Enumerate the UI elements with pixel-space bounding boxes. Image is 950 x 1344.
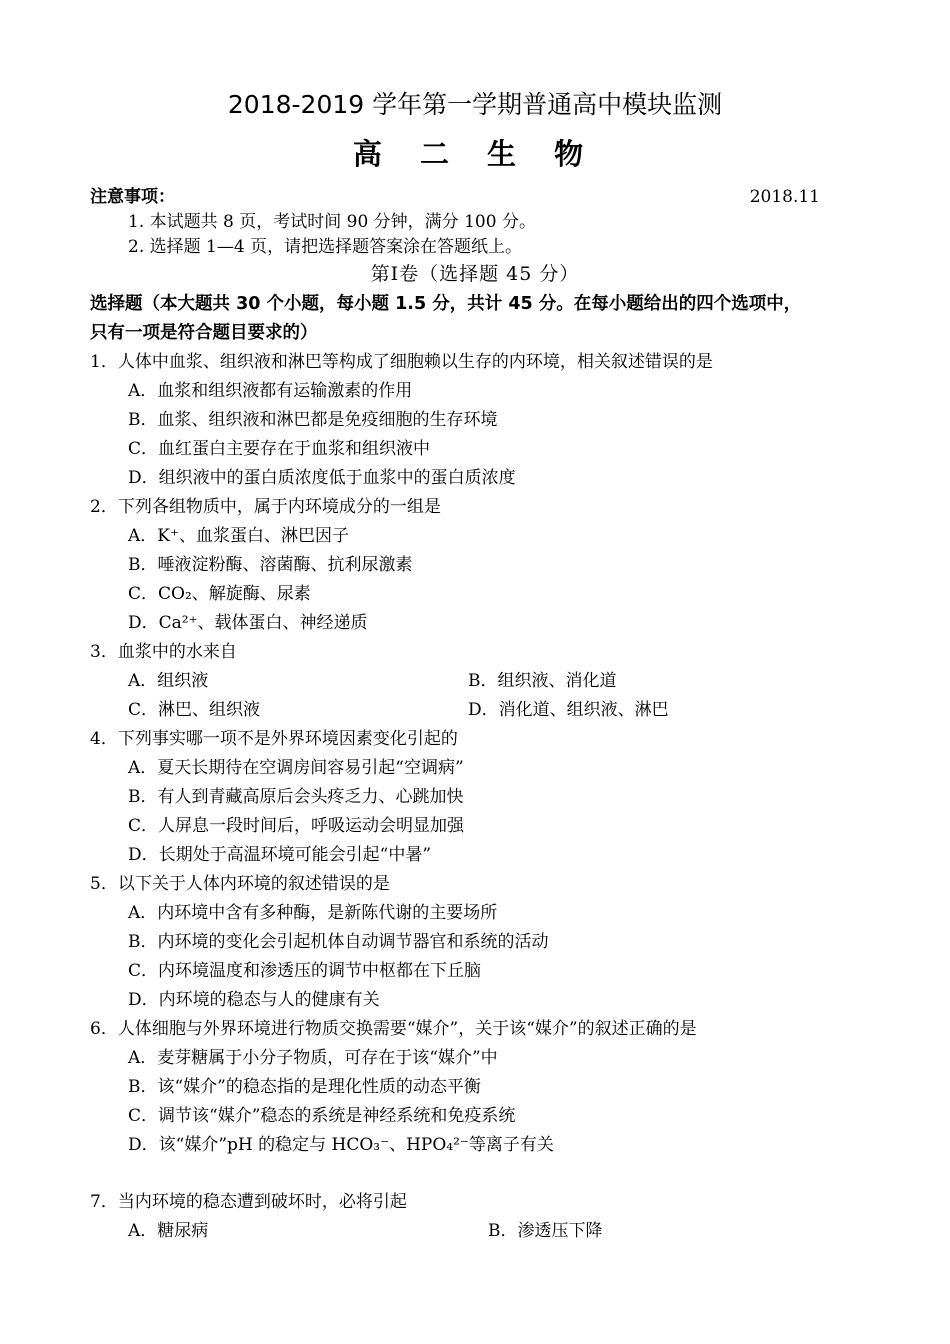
option-a: A．夏天长期待在空调房间容易引起“空调病”	[128, 758, 464, 778]
question-stem: 6．人体细胞与外界环境进行物质交换需要“媒介”，关于该“媒介”的叙述正确的是	[90, 1019, 697, 1039]
section-instruction: 选择题（本大题共 30 个小题，每小题 1.5 分，共计 45 分。在每小题给出的四个选项中，	[90, 294, 802, 314]
question-stem: 3．血浆中的水来自	[90, 642, 237, 662]
option-d: D．消化道、组织液、淋巴	[468, 700, 669, 720]
option-c: C．内环境温度和渗透压的调节中枢都在下丘脑	[128, 961, 482, 981]
option-b: B．有人到青藏高原后会头疼乏力、心跳加快	[128, 787, 464, 807]
option-a: A．内环境中含有多种酶，是新陈代谢的主要场所	[128, 903, 498, 923]
option-a: A．K⁺、血浆蛋白、淋巴因子	[128, 526, 349, 546]
notice-item: 1. 本试题共 8 页，考试时间 90 分钟，满分 100 分。	[128, 212, 536, 232]
question-stem: 4．下列事实哪一项不是外界环境因素变化引起的	[90, 729, 458, 749]
option-c: C．淋巴、组织液	[128, 700, 261, 720]
option-a: A．组织液	[128, 671, 209, 691]
option-b: B．组织液、消化道	[468, 671, 617, 691]
option-a: A．糖尿病	[128, 1221, 209, 1241]
notice-item: 2. 选择题 1—4 页，请把选择题答案涂在答题纸上。	[128, 237, 523, 257]
option-d: D．Ca²⁺、载体蛋白、神经递质	[128, 613, 368, 633]
question-stem: 5．以下关于人体内环境的叙述错误的是	[90, 874, 390, 894]
option-d: D．长期处于高温环境可能会引起“中暑”	[128, 845, 432, 865]
option-b: B．该“媒介”的稳态指的是理化性质的动态平衡	[128, 1077, 481, 1097]
option-b: B．血浆、组织液和淋巴都是免疫细胞的生存环境	[128, 410, 498, 430]
section-instruction: 只有一项是符合题目要求的）	[90, 323, 318, 343]
option-d: D．组织液中的蛋白质浓度低于血浆中的蛋白质浓度	[128, 468, 516, 488]
option-c: C．血红蛋白主要存在于血浆和组织液中	[128, 439, 431, 459]
exam-date: 2018.11	[749, 187, 820, 207]
question-stem: 1．人体中血浆、组织液和淋巴等构成了细胞赖以生存的内环境，相关叙述错误的是	[90, 352, 713, 372]
option-a: A．血浆和组织液都有运输激素的作用	[128, 381, 413, 401]
subject-title: 高 二 生 物	[352, 137, 598, 171]
option-a: A．麦芽糖属于小分子物质，可存在于该“媒介”中	[128, 1048, 498, 1068]
section-title: 第Ⅰ卷（选择题 45 分）	[370, 263, 580, 285]
option-c: C．人屏息一段时间后，呼吸运动会明显加强	[128, 816, 465, 836]
option-b: B．唾液淀粉酶、溶菌酶、抗利尿激素	[128, 555, 413, 575]
option-d: D．该“媒介”pH 的稳定与 HCO₃⁻、HPO₄²⁻等离子有关	[128, 1135, 554, 1155]
option-b: B．内环境的变化会引起机体自动调节器官和系统的活动	[128, 932, 549, 952]
option-b: B．渗透压下降	[488, 1221, 603, 1241]
question-stem: 2．下列各组物质中，属于内环境成分的一组是	[90, 497, 441, 517]
notice-label: 注意事项：	[90, 187, 175, 207]
option-d: D．内环境的稳态与人的健康有关	[128, 990, 380, 1010]
exam-title: 2018-2019 学年第一学期普通高中模块监测	[227, 90, 723, 119]
option-c: C．调节该“媒介”稳态的系统是神经系统和免疫系统	[128, 1106, 516, 1126]
question-stem: 7．当内环境的稳态遭到破坏时，必将引起	[90, 1192, 407, 1212]
option-c: C．CO₂、解旋酶、尿素	[128, 584, 311, 604]
